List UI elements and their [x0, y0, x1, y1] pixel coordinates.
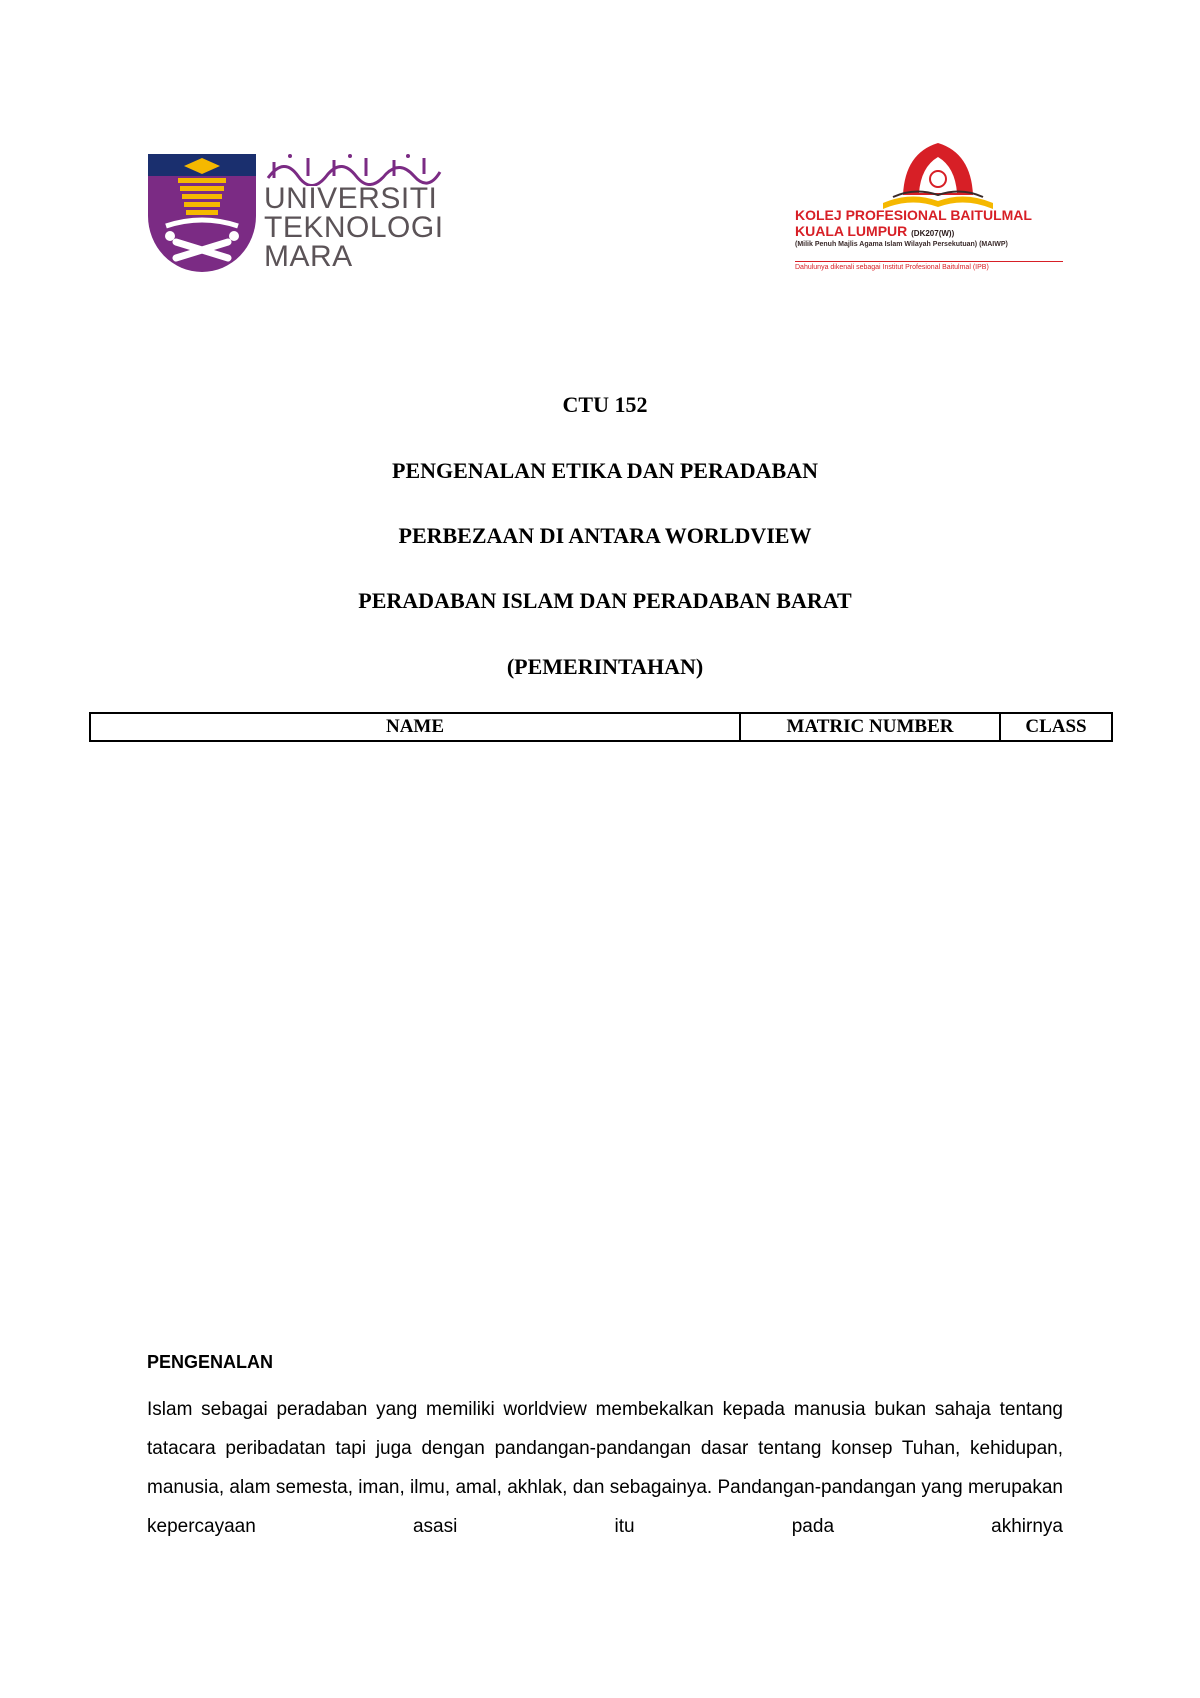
table-header-row — [90, 713, 1112, 741]
jawi-script-icon — [264, 150, 444, 186]
header-matric-number: MATRIC NUMBER — [740, 713, 1000, 741]
uitm-line-3: MARA — [264, 240, 353, 273]
student-info-table — [89, 712, 1113, 742]
uitm-crest-icon — [148, 154, 256, 274]
kpb-name-line-2 — [795, 223, 1070, 242]
intro-paragraph: Islam sebagai peradaban yang memiliki worldview membekalkan kepada manusia bukan sahaja tentang tatacara peribadatan tapi juga dengan pandangan-pandangan dasar tentang konsep Tuhan, kehidupan, manusia, alam semesta, iman, ilmu, amal, akhlak, dan sebagainya. Pandangan-pandangan yang merupakan kepercayaan asasi itu pada akhirnya — [147, 1399, 1063, 1537]
topic-line-1: PERBEZAAN DI ANTARA WORLDVIEW — [398, 523, 812, 548]
kpb-logo — [795, 143, 1070, 278]
uitm-logo — [148, 150, 448, 275]
kpb-name — [795, 207, 1070, 242]
uitm-jawi-wordmark — [264, 150, 444, 186]
kpb-name-line-1: KOLEJ PROFESIONAL BAITULMAL — [795, 207, 1032, 223]
kpb-emblem-icon — [883, 143, 993, 209]
uitm-wordmark — [264, 184, 444, 271]
kpb-city: KUALA LUMPUR — [795, 223, 908, 239]
kpb-subtitle: (Milik Penuh Majlis Agama Islam Wilayah Persekutuan) (MAIWP) — [795, 241, 1008, 248]
uitm-line-1: UNIVERSITI — [264, 182, 438, 215]
topic-line-2: PERADABAN ISLAM DAN PERADABAN BARAT — [358, 588, 852, 613]
header-class: CLASS — [1000, 713, 1112, 741]
uitm-line-2: TEKNOLOGI — [264, 211, 444, 244]
kpb-reg-no: (DK207(W)) — [911, 229, 955, 238]
kpb-tagline: Dahulunya dikenali sebagai Institut Profesional Baitulmal (IPB) — [795, 261, 1063, 271]
course-name: PENGENALAN ETIKA DAN PERADABAN — [392, 458, 818, 483]
topic-line-3: (PEMERINTAHAN) — [506, 654, 704, 679]
course-code: CTU 152 — [562, 392, 648, 417]
section-heading: PENGENALAN — [147, 1352, 274, 1372]
header-name: NAME — [90, 713, 740, 741]
